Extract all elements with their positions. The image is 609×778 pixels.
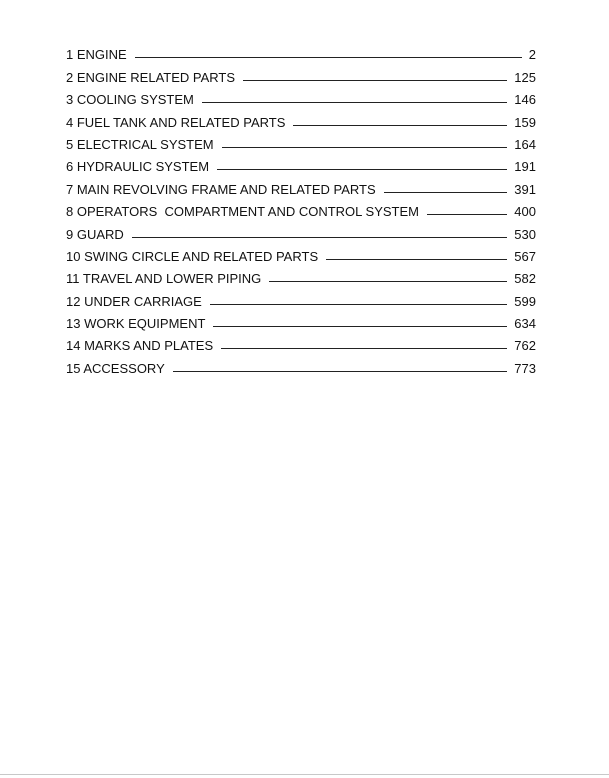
- toc-entry-page-number: 146: [514, 92, 536, 108]
- toc-leader-line: [384, 192, 508, 193]
- toc-leader-line: [427, 214, 507, 215]
- toc-leader-line: [173, 371, 508, 372]
- toc-entry-title: 14 MARKS AND PLATES: [66, 338, 214, 354]
- toc-entry[interactable]: [66, 107, 536, 129]
- toc-leader-line: [222, 147, 508, 148]
- toc-entry-title: 5 ELECTRICAL SYSTEM: [66, 136, 214, 152]
- toc-entry-page-number: 191: [514, 159, 536, 175]
- toc-entry-page-number: 634: [514, 316, 536, 332]
- toc-entry-title: 12 UNDER CARRIAGE: [66, 293, 202, 309]
- toc-entry[interactable]: [66, 85, 536, 107]
- toc-entry[interactable]: [66, 40, 536, 62]
- toc-entry[interactable]: [66, 130, 536, 152]
- toc-entry-page-number: 164: [514, 136, 536, 152]
- toc-leader-line: [269, 281, 507, 282]
- toc-entry-page-number: 773: [514, 360, 536, 376]
- toc-entry[interactable]: [66, 286, 536, 308]
- toc-leader-line: [243, 80, 507, 81]
- toc-entry-page-number: 582: [514, 271, 536, 287]
- toc-entry[interactable]: [66, 174, 536, 196]
- toc-entry-title: 7 MAIN REVOLVING FRAME AND RELATED PARTS: [66, 181, 376, 197]
- toc-entry-title: 4 FUEL TANK AND RELATED PARTS: [66, 114, 286, 130]
- toc-entry-title: 1 ENGINE: [66, 47, 127, 63]
- table-of-contents: [66, 40, 536, 376]
- page-bottom-divider: [0, 774, 609, 775]
- toc-entry[interactable]: [66, 62, 536, 84]
- toc-entry-page-number: 2: [528, 47, 536, 63]
- toc-entry[interactable]: [66, 264, 536, 286]
- toc-entry-page-number: 599: [514, 293, 536, 309]
- toc-leader-line: [217, 169, 507, 170]
- toc-entry-title: 11 TRAVEL AND LOWER PIPING: [66, 271, 262, 287]
- toc-leader-line: [221, 348, 507, 349]
- toc-leader-line: [135, 57, 522, 58]
- toc-entry-page-number: 125: [514, 69, 536, 85]
- toc-entry[interactable]: [66, 331, 536, 353]
- toc-entry-page-number: 762: [514, 338, 536, 354]
- toc-entry-title: 10 SWING CIRCLE AND RELATED PARTS: [66, 248, 319, 264]
- toc-entry-page-number: 567: [514, 248, 536, 264]
- toc-leader-line: [213, 326, 507, 327]
- toc-entry-page-number: 391: [514, 181, 536, 197]
- toc-leader-line: [132, 237, 508, 238]
- toc-leader-line: [202, 102, 507, 103]
- toc-entry[interactable]: [66, 353, 536, 375]
- toc-leader-line: [293, 125, 507, 126]
- toc-entry-page-number: 400: [514, 204, 536, 220]
- toc-entry-title: 8 OPERATORS COMPARTMENT AND CONTROL SYSTEM: [66, 204, 419, 220]
- toc-leader-line: [326, 259, 507, 260]
- toc-entry[interactable]: [66, 152, 536, 174]
- toc-entry-title: 13 WORK EQUIPMENT: [66, 316, 206, 332]
- toc-entry[interactable]: [66, 242, 536, 264]
- toc-entry-title: 6 HYDRAULIC SYSTEM: [66, 159, 210, 175]
- toc-entry-page-number: 159: [514, 114, 536, 130]
- toc-entry-title: 9 GUARD: [66, 226, 124, 242]
- toc-leader-line: [210, 304, 507, 305]
- toc-entry-page-number: 530: [514, 226, 536, 242]
- toc-entry[interactable]: [66, 309, 536, 331]
- toc-entry-title: 15 ACCESSORY: [66, 360, 165, 376]
- toc-entry[interactable]: [66, 219, 536, 241]
- toc-entry[interactable]: [66, 197, 536, 219]
- toc-entry-title: 3 COOLING SYSTEM: [66, 92, 194, 108]
- toc-entry-title: 2 ENGINE RELATED PARTS: [66, 69, 236, 85]
